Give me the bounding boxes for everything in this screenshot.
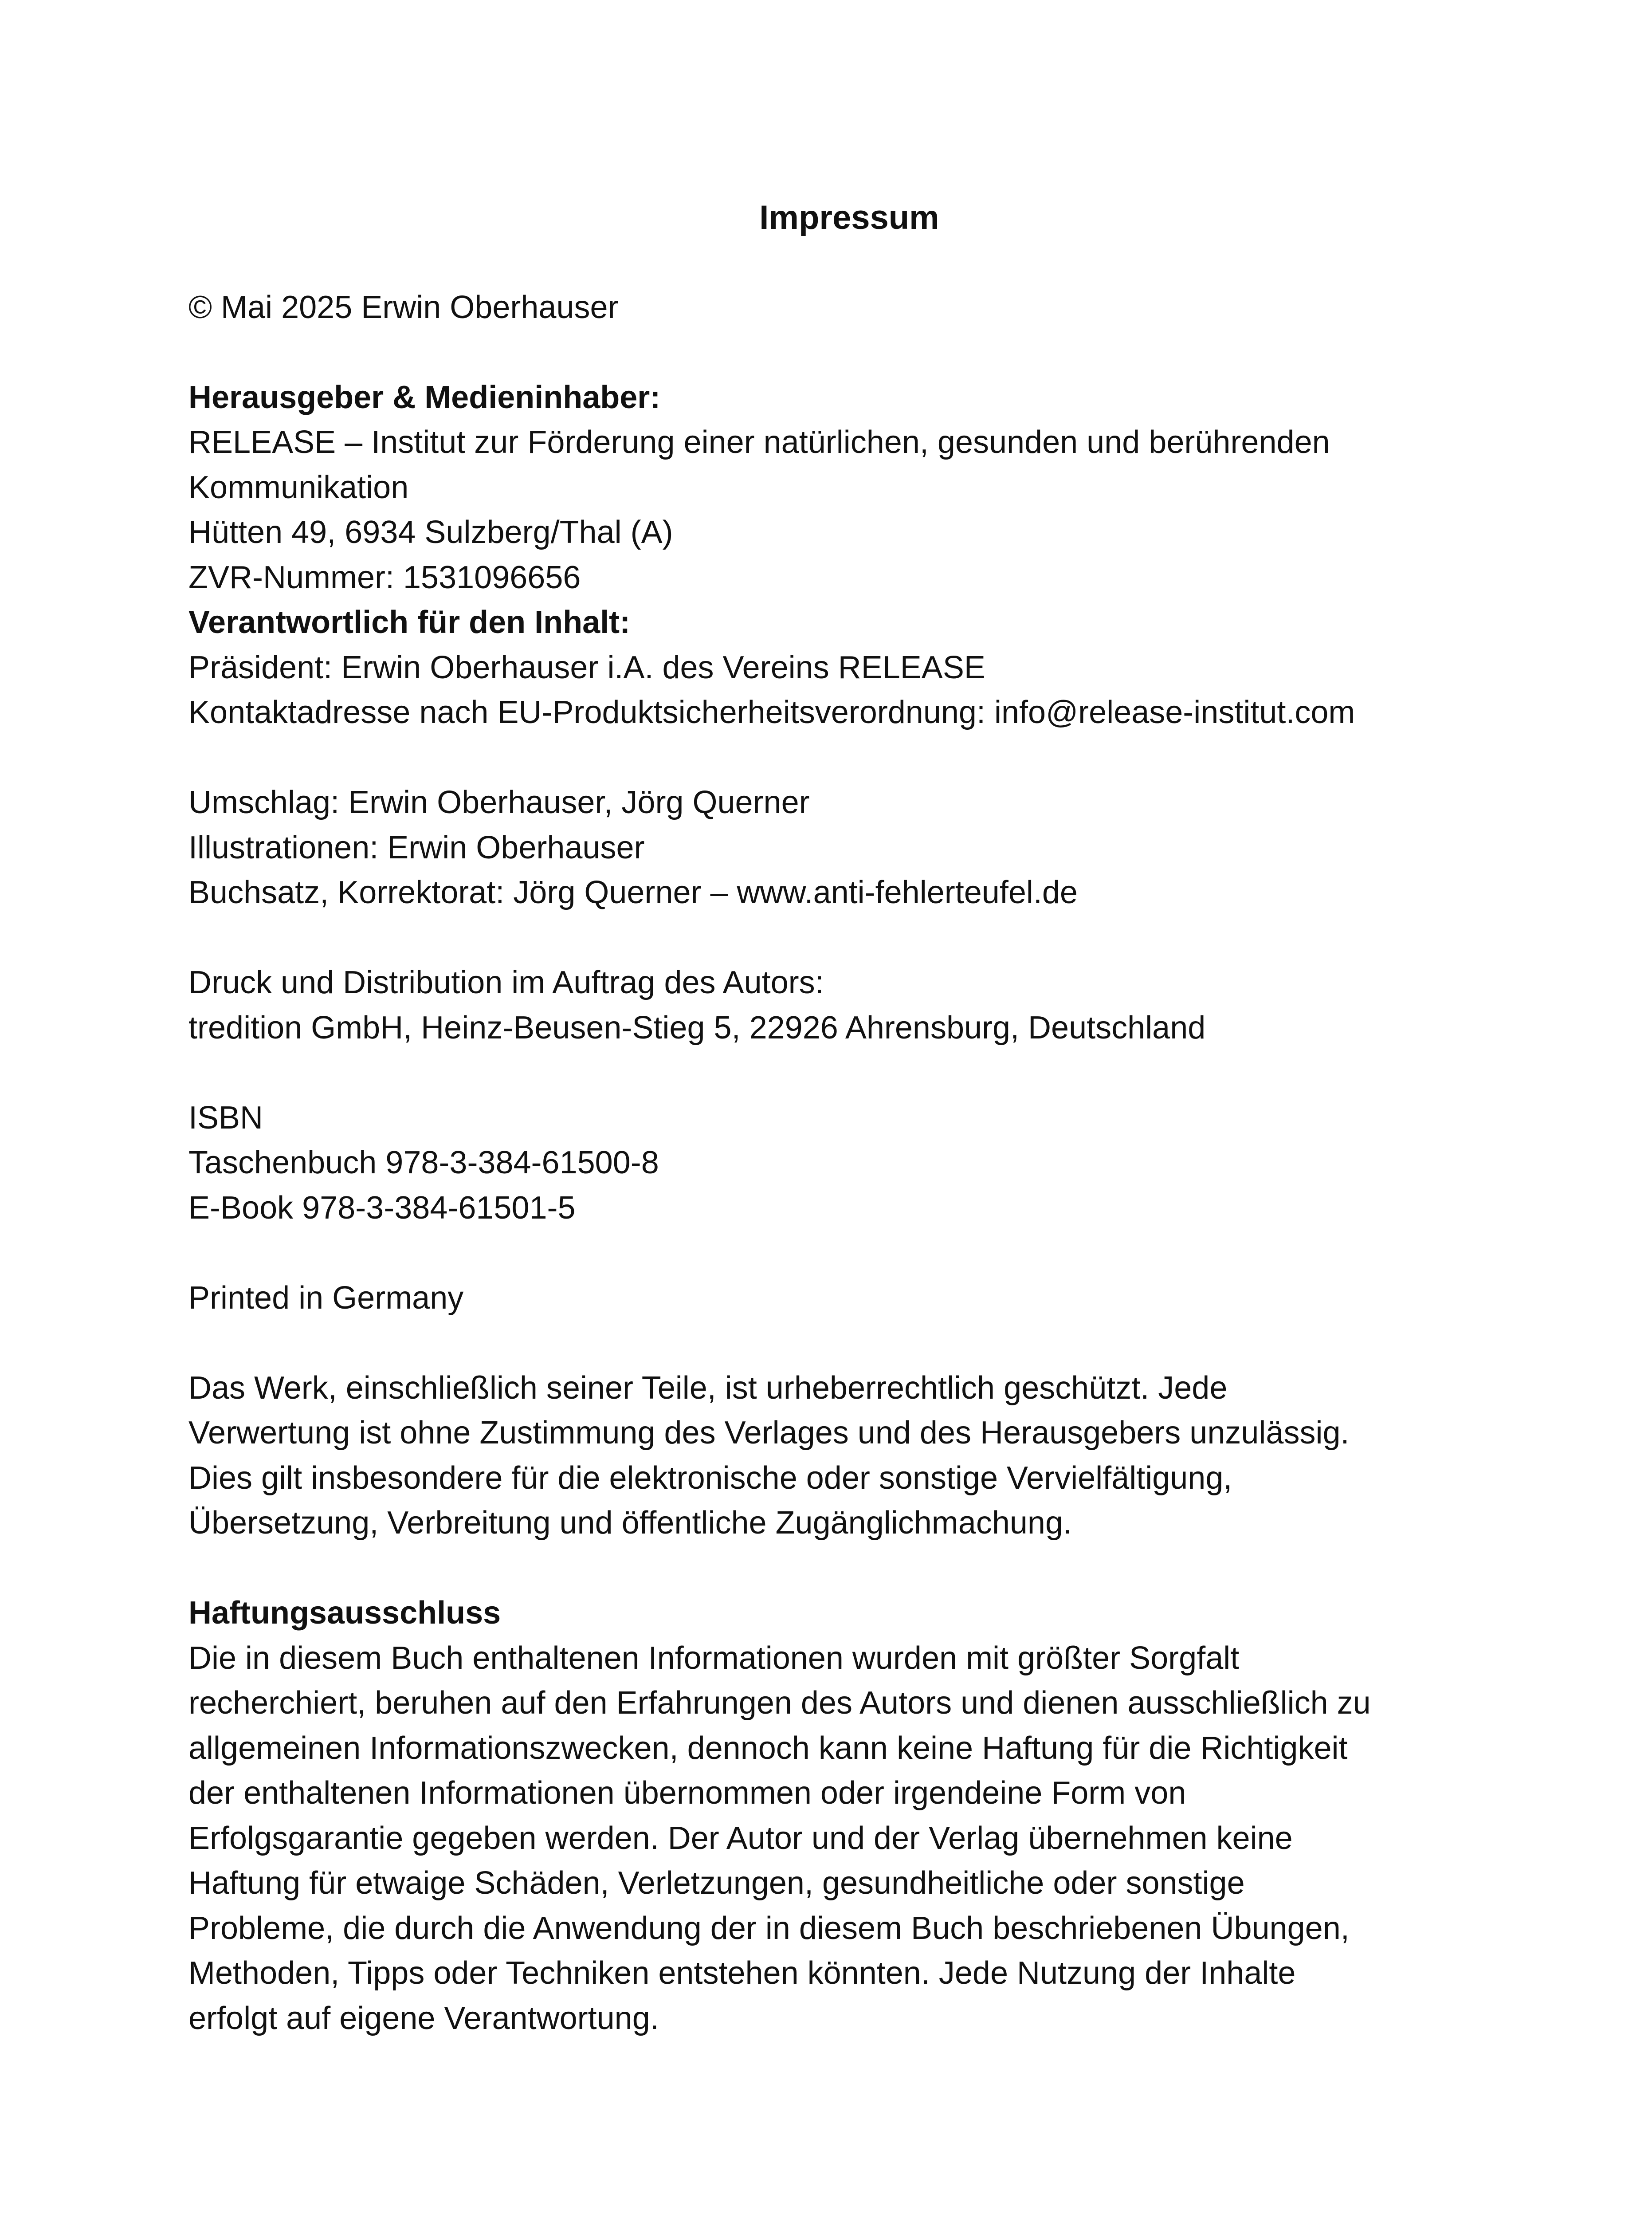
imprint-content [188,195,1483,2086]
publisher-block [188,375,1483,735]
printing-line: Druck und Distribution im Auftrag des Autors: [188,965,824,1000]
publisher-heading: Herausgeber & Medieninhaber: [188,379,661,415]
printing-address: tredition GmbH, Heinz-Beusen-Stieg 5, 22926 Ahrensburg, Deutschland [188,1010,1206,1046]
copyright-notice-line: Verwertung ist ohne Zustimmung des Verlages und des Herausgebers unzulässig. [188,1415,1350,1451]
contact-address-line: Kontaktadresse nach EU-Produktsicherheitsverordnung: info@release-institut.com [188,695,1355,730]
page-title: Impressum [759,199,939,236]
disclaimer-line: recherchiert, beruhen auf den Erfahrungen des Autors und dienen ausschließlich zu [188,1685,1371,1721]
copyright-notice-line: Das Werk, einschließlich seiner Teile, ist urheberrechtlich geschützt. Jede [188,1370,1228,1406]
isbn-paperback: Taschenbuch 978-3-384-61500-8 [188,1145,659,1180]
printing-block [188,960,1483,1050]
printed-in-line: Printed in Germany [188,1280,464,1316]
disclaimer-line: Methoden, Tipps oder Techniken entstehen könnten. Jede Nutzung der Inhalte [188,1955,1296,1991]
disclaimer-line: Probleme, die durch die Anwendung der in diesem Buch beschriebenen Übungen, [188,1910,1350,1946]
copyright-notice-line: Übersetzung, Verbreitung und öffentliche Zugänglichmachung. [188,1505,1072,1541]
publisher-line: RELEASE – Institut zur Förderung einer natürlichen, gesunden und berührenden [188,425,1330,460]
copyright-notice-line: Dies gilt insbesondere für die elektronische oder sonstige Vervielfältigung, [188,1460,1232,1496]
responsible-line: Präsident: Erwin Oberhauser i.A. des Vereins RELEASE [188,649,985,685]
copyright-block [188,285,1483,330]
isbn-ebook: E-Book 978-3-384-61501-5 [188,1190,576,1226]
disclaimer-line: erfolgt auf eigene Verantwortung. [188,2000,659,2036]
disclaimer-line: Die in diesem Buch enthaltenen Informationen wurden mit größter Sorgfalt [188,1640,1240,1676]
disclaimer-heading: Haftungsausschluss [188,1595,501,1631]
credit-line: Umschlag: Erwin Oberhauser, Jörg Querner [188,785,810,820]
disclaimer-block [188,1591,1483,2041]
responsible-heading: Verantwortlich für den Inhalt: [188,605,631,640]
publisher-line: Kommunikation [188,469,409,505]
disclaimer-line: allgemeinen Informationszwecken, dennoch kann keine Haftung für die Richtigkeit [188,1730,1348,1766]
publisher-address: Hütten 49, 6934 Sulzberg/Thal (A) [188,515,673,550]
copyright-notice-block [188,1366,1483,1546]
printed-in-block [188,1276,1483,1321]
copyright-line: © Mai 2025 Erwin Oberhauser [188,289,619,325]
isbn-label: ISBN [188,1100,263,1136]
publisher-registration-number: ZVR-Nummer: 1531096656 [188,559,581,595]
credits-block [188,780,1483,916]
isbn-block [188,1096,1483,1231]
disclaimer-line: Haftung für etwaige Schäden, Verletzungen, gesundheitliche oder sonstige [188,1865,1245,1901]
credit-line: Buchsatz, Korrektorat: Jörg Querner – www.anti-fehlerteufel.de [188,875,1078,910]
disclaimer-line: Erfolgsgarantie gegeben werden. Der Autor und der Verlag übernehmen keine [188,1820,1293,1856]
credit-line: Illustrationen: Erwin Oberhauser [188,830,645,865]
disclaimer-line: der enthaltenen Informationen übernommen oder irgendeine Form von [188,1775,1186,1811]
